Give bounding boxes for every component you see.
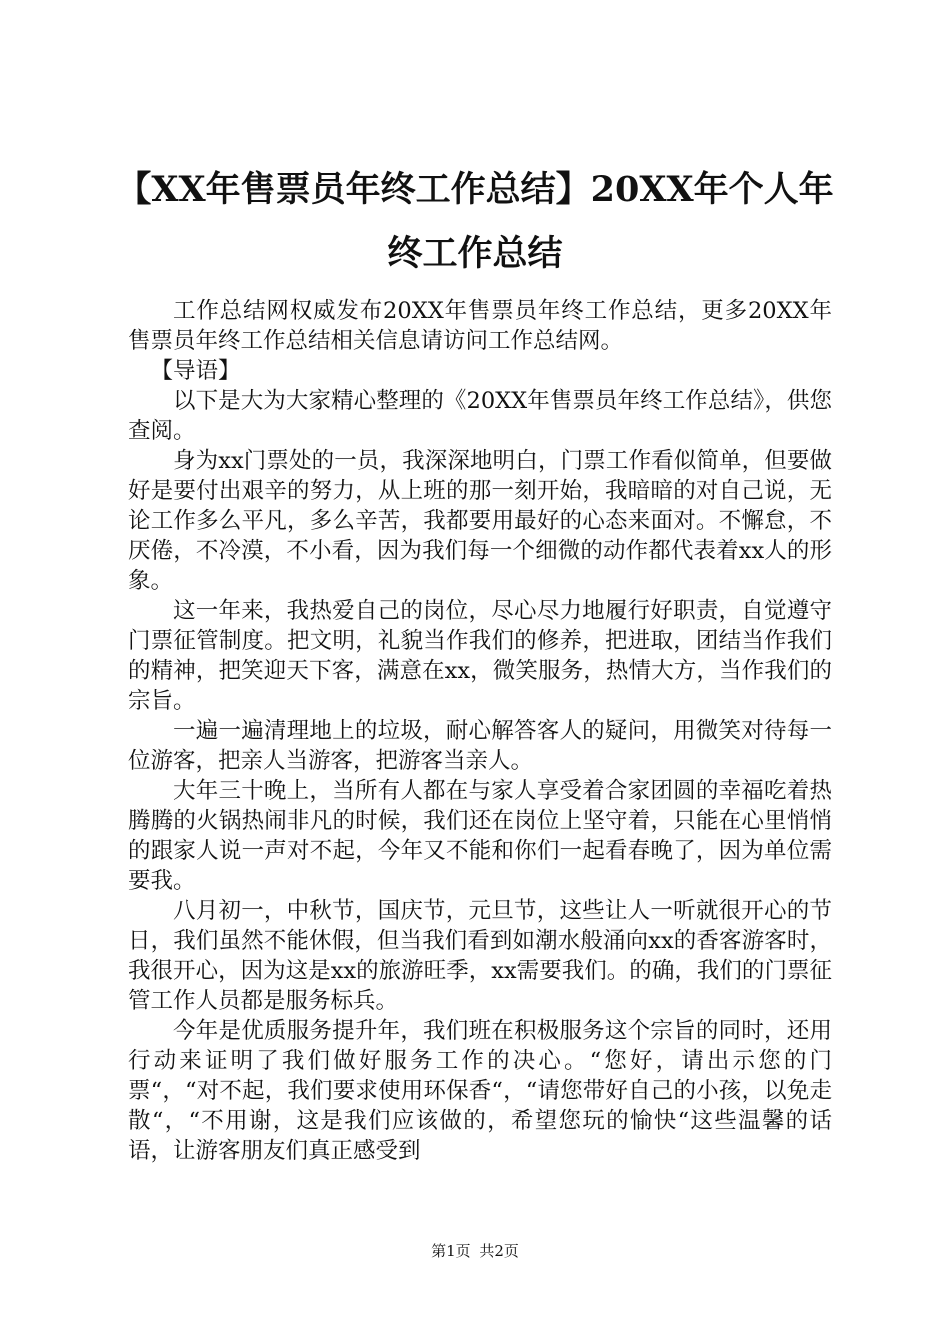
paragraph: 一遍一遍清理地上的垃圾，耐心解答客人的疑问，用微笑对待每一位游客，把亲人当游客，把游客当亲人。 xyxy=(128,718,832,774)
paragraph: 身为xx门票处的一员，我深深地明白，门票工作看似简单，但要做好是要付出艰辛的努力，从上班的那一刻开始，我暗暗的对自己说，无论工作多么平凡，多么辛苦，我都要用最好的心态来面对。不懈怠，不厌倦，不冷漠，不小看，因为我们每一个细微的动作都代表着xx人的形象。 xyxy=(128,448,832,594)
document-title xyxy=(100,158,850,286)
paragraph-lead: 以下是大为大家精心整理的《20XX年售票员年终工作总结》，供您查阅。 xyxy=(128,388,832,444)
paragraph: 这一年来，我热爱自己的岗位，尽心尽力地履行好职责，自觉遵守门票征管制度。把文明，礼貌当作我们的修养，把进取，团结当作我们的精神，把笑迎天下客，满意在xx，微笑服务，热情大方，当作我们的宗旨。 xyxy=(128,598,832,714)
paragraph: 八月初一，中秋节，国庆节，元旦节，这些让人一听就很开心的节日，我们虽然不能休假，但当我们看到如潮水般涌向xx的香客游客时，我很开心，因为这是xx的旅游旺季，xx需要我们。的确，我们的门票征管工作人员都是服务标兵。 xyxy=(128,898,832,1014)
paragraph: 今年是优质服务提升年，我们班在积极服务这个宗旨的同时，还用行动来证明了我们做好服务工作的决心。“您好，请出示您的门票“，“对不起，我们要求使用环保香“，“请您带好自己的小孩，以免走散“，“不用谢，这是我们应该做的，希望您玩的愉快“这些温馨的话语，让游客朋友们真正感受到 xyxy=(128,1018,832,1164)
page-total: 共2页 xyxy=(479,1242,519,1260)
document-body xyxy=(128,296,832,1166)
paragraph-intro: 工作总结网权威发布20XX年售票员年终工作总结，更多20XX年售票员年终工作总结相关信息请访问工作总结网。 xyxy=(128,298,832,354)
paragraph: 大年三十晚上，当所有人都在与家人享受着合家团圆的幸福吃着热腾腾的火锅热闹非凡的时候，我们还在岗位上坚守着，只能在心里悄悄的跟家人说一声对不起，今年又不能和你们一起看春晚了，因为单位需要我。 xyxy=(128,778,832,894)
title-line-2: 终工作总结 xyxy=(387,233,563,274)
title-line-1: 【XX年售票员年终工作总结】20XX年个人年 xyxy=(116,169,834,210)
paragraph-lead-heading: 【导语】 xyxy=(150,358,241,384)
page-footer xyxy=(0,1241,950,1261)
page-number: 第1页 xyxy=(431,1242,471,1260)
